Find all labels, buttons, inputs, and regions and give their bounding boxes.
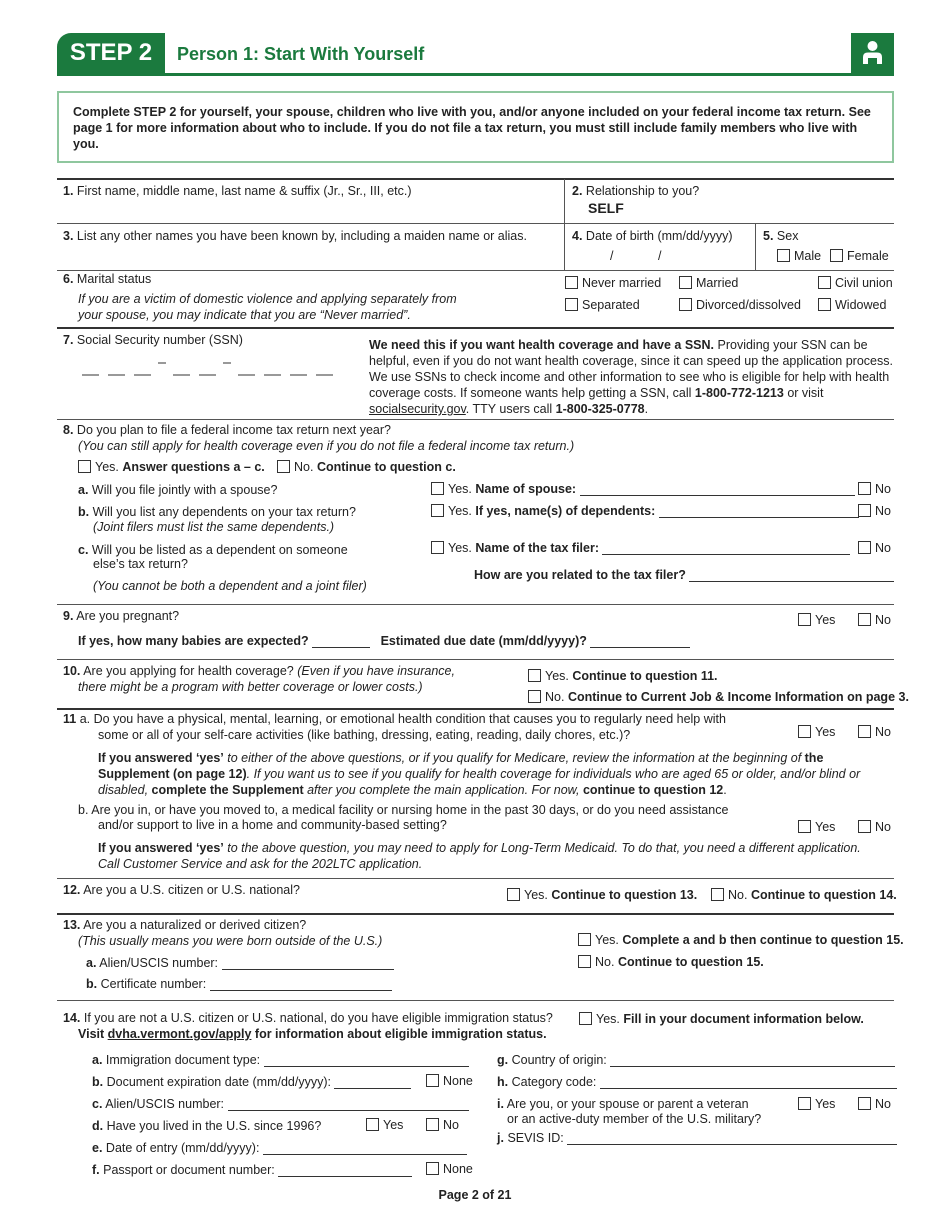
checkbox[interactable]: [507, 888, 520, 901]
q14f-none[interactable]: None: [426, 1162, 473, 1176]
q10-label-2: there might be a program with better coverage or lower costs.): [78, 680, 423, 694]
checkbox[interactable]: [818, 298, 831, 311]
checkbox[interactable]: [426, 1118, 439, 1131]
q11b-no[interactable]: No: [858, 820, 891, 834]
q8b-yes[interactable]: Yes. If yes, name(s) of dependents:: [431, 504, 859, 518]
passport-number-input[interactable]: [278, 1164, 412, 1177]
q14a-field: a. Immigration document type:: [92, 1053, 469, 1067]
due-date-input[interactable]: [590, 635, 690, 648]
q8-yes-option[interactable]: Yes. Answer questions a – c.: [78, 460, 265, 474]
checkbox[interactable]: [431, 504, 444, 517]
q14f-field: f. Passport or document number:: [92, 1163, 412, 1177]
q14i-yes[interactable]: Yes: [798, 1097, 835, 1111]
q9-label: 9. Are you pregnant?: [63, 609, 180, 623]
female-checkbox[interactable]: [830, 249, 843, 262]
checkbox[interactable]: [858, 541, 871, 554]
q5-label: 5. Sex: [763, 229, 799, 243]
marital-widowed[interactable]: Widowed: [818, 298, 886, 312]
checkbox[interactable]: [858, 725, 871, 738]
q9-no[interactable]: No: [858, 613, 891, 627]
q14i-no[interactable]: No: [858, 1097, 891, 1111]
checkbox[interactable]: [78, 460, 91, 473]
q13-no[interactable]: No. Continue to question 15.: [578, 955, 764, 969]
q11b-yes[interactable]: Yes: [798, 820, 835, 834]
q14e-field: e. Date of entry (mm/dd/yyyy):: [92, 1141, 467, 1155]
male-checkbox[interactable]: [777, 249, 790, 262]
checkbox[interactable]: [431, 541, 444, 554]
checkbox[interactable]: [711, 888, 724, 901]
spouse-name-input[interactable]: [580, 483, 855, 496]
q8c-no[interactable]: No: [858, 541, 891, 555]
relation-input[interactable]: [689, 569, 894, 582]
q11b-label-1: b. Are you in, or have you moved to, a medical facility or nursing home in the past 30 days, or do you need assistance: [78, 803, 729, 817]
q1-label: 1. First name, middle name, last name & suffix (Jr., Sr., III, etc.): [63, 184, 412, 198]
q2-value: SELF: [588, 200, 624, 216]
q11a-label-1: 11 a. Do you have a physical, mental, learning, or emotional health condition that causes you to regularly need help with: [63, 712, 726, 726]
category-code-input[interactable]: [600, 1076, 897, 1089]
tax-filer-input[interactable]: [602, 542, 850, 555]
checkbox[interactable]: [528, 690, 541, 703]
checkbox[interactable]: [679, 276, 692, 289]
q11a-label-2: some or all of your self-care activities (like bathing, dressing, eating, reading, daily chores, etc.)?: [98, 728, 631, 742]
q11a-no[interactable]: No: [858, 725, 891, 739]
q6-label: 6. Marital status: [63, 272, 152, 286]
dob-sep-1: /: [610, 249, 614, 263]
q7-label: 7. Social Security number (SSN): [63, 333, 243, 347]
q11b-label-2: and/or support to live in a home and community-based setting?: [98, 818, 447, 832]
marital-never-married[interactable]: Never married: [565, 276, 661, 290]
q8c-yes[interactable]: Yes. Name of the tax filer:: [431, 541, 850, 555]
q14b-field: b. Document expiration date (mm/dd/yyyy):: [92, 1075, 411, 1089]
page-title: Person 1: Start With Yourself: [177, 44, 425, 64]
q13b-field: b. Certificate number:: [86, 977, 392, 991]
dob-sep-2: /: [658, 249, 662, 263]
q13-note: (This usually means you were born outside of the U.S.): [78, 934, 383, 948]
document-type-input[interactable]: [264, 1054, 469, 1067]
q14-visit: Visit dvha.vermont.gov/apply for information about eligible immigration status.: [78, 1027, 547, 1041]
q11b-instructions: If you answered ‘yes’ to the above question, you may need to apply for Long-Term Medicaid. To do that, you need a different application. Call Customer Service and ask for the 202LTC application.: [98, 841, 861, 871]
q7-ssn-info: We need this if you want health coverage and have a SSN. Providing your SSN can be helpful, even if you do not want health coverage, since it can speed up the application process. We use SSNs to check income and other information to see who is eligible for help with health coverage costs. If someone wants help getting a SSN, call 1-800-772-1213 or visit socialsecurity.gov. TTY users call 1-800-325-0778.: [369, 338, 893, 416]
marital-married[interactable]: Married: [679, 276, 738, 290]
q12-no[interactable]: No. Continue to question 14.: [711, 888, 897, 902]
checkbox[interactable]: [277, 460, 290, 473]
q8-label: 8. Do you plan to file a federal income tax return next year?: [63, 423, 391, 437]
checkbox[interactable]: [366, 1118, 379, 1131]
dependents-input[interactable]: [659, 505, 859, 518]
checkbox[interactable]: [565, 276, 578, 289]
q8c-relation: How are you related to the tax filer?: [474, 568, 894, 582]
marital-civil-union[interactable]: Civil union: [818, 276, 893, 290]
q14-label: 14. If you are not a U.S. citizen or U.S. national, do you have eligible immigration status?: [63, 1011, 553, 1025]
q10-no[interactable]: No. Continue to Current Job & Income Information on page 3.: [528, 690, 909, 704]
q8b-label: b. Will you list any dependents on your tax return?: [78, 505, 356, 519]
q11a-yes[interactable]: Yes: [798, 725, 835, 739]
babies-input[interactable]: [312, 635, 370, 648]
q3-label: 3. List any other names you have been known by, including a maiden name or alias.: [63, 229, 527, 243]
q13-label: 13. Are you a naturalized or derived citizen?: [63, 918, 307, 932]
q14b-none[interactable]: None: [426, 1074, 473, 1088]
checkbox[interactable]: [798, 1097, 811, 1110]
q6-note-1: If you are a victim of domestic violence and applying separately from: [78, 292, 457, 306]
q13-yes[interactable]: Yes. Complete a and b then continue to question 15.: [578, 933, 904, 947]
q10-yes[interactable]: Yes. Continue to question 11.: [528, 669, 718, 683]
checkbox[interactable]: [818, 276, 831, 289]
q14d-label: d. Have you lived in the U.S. since 1996?: [92, 1119, 322, 1133]
checkbox[interactable]: [858, 1097, 871, 1110]
q14c-field: c. Alien/USCIS number:: [92, 1097, 469, 1111]
q2-label: 2. Relationship to you?: [572, 184, 700, 198]
q8b-no[interactable]: No: [858, 504, 891, 518]
checkbox[interactable]: [858, 613, 871, 626]
marital-separated[interactable]: Separated: [565, 298, 640, 312]
sevis-id-input[interactable]: [567, 1132, 897, 1145]
q14h-field: h. Category code:: [497, 1075, 897, 1089]
ssn-input[interactable]: [82, 358, 344, 378]
checkbox[interactable]: [798, 725, 811, 738]
page-number: Page 2 of 21: [438, 1188, 512, 1202]
uscis-number-input[interactable]: [228, 1098, 469, 1111]
q14j-field: j. SEVIS ID:: [497, 1131, 897, 1145]
checkbox[interactable]: [858, 482, 871, 495]
checkbox[interactable]: [431, 482, 444, 495]
checkbox[interactable]: [426, 1074, 439, 1087]
entry-date-input[interactable]: [263, 1142, 467, 1155]
q8c-label-1: c. Will you be listed as a dependent on someone: [78, 543, 348, 557]
q11a-instructions: If you answered ‘yes’ to either of the above questions, or if you qualify for Medicare, review the information at the beginning of the Supplement (on page 12). If you want us to see if you qualify for health coverage for individuals who are aged 65 or older, and/or blind or disabled, complete the Supplement after you complete the main application. For now, continue to question 12.: [98, 751, 861, 797]
checkbox[interactable]: [426, 1162, 439, 1175]
q6-note-2: your spouse, you may indicate that you are “Never married”.: [78, 308, 411, 322]
q14d-no[interactable]: No: [426, 1118, 459, 1132]
q14i-label-1: i. Are you, or your spouse or parent a veteran: [497, 1097, 749, 1111]
q9-details: If yes, how many babies are expected? Estimated due date (mm/dd/yyyy)?: [78, 634, 690, 648]
ssa-link[interactable]: socialsecurity.gov: [369, 402, 466, 416]
checkbox[interactable]: [798, 820, 811, 833]
sex-male-option[interactable]: Male: [777, 249, 821, 263]
q12-yes[interactable]: Yes. Continue to question 13.: [507, 888, 697, 902]
checkbox[interactable]: [858, 820, 871, 833]
sex-female-option[interactable]: Female: [830, 249, 889, 263]
marital-divorced[interactable]: Divorced/dissolved: [679, 298, 801, 312]
step-label: STEP 2: [57, 33, 165, 73]
checkbox[interactable]: [858, 504, 871, 517]
q14d-yes[interactable]: Yes: [366, 1118, 403, 1132]
person-icon: [851, 33, 894, 73]
certificate-number-input[interactable]: [210, 978, 392, 991]
checkbox[interactable]: [579, 1012, 592, 1025]
q8a-no[interactable]: No: [858, 482, 891, 496]
q8a-label: a. Will you file jointly with a spouse?: [78, 483, 278, 497]
alien-number-input[interactable]: [222, 957, 394, 970]
q12-label: 12. Are you a U.S. citizen or U.S. national?: [63, 883, 300, 897]
q14i-label-2: or an active-duty member of the U.S. military?: [507, 1112, 762, 1126]
country-input[interactable]: [610, 1054, 895, 1067]
checkbox[interactable]: [578, 955, 591, 968]
q14-yes[interactable]: Yes. Fill in your document information below.: [579, 1012, 864, 1026]
q13a-field: a. Alien/USCIS number:: [86, 956, 394, 970]
q14g-field: g. Country of origin:: [497, 1053, 895, 1067]
expiration-date-input[interactable]: [334, 1076, 411, 1089]
q8-note: (You can still apply for health coverage even if you do not file a federal income tax return.): [78, 439, 575, 453]
q10-label: 10. Are you applying for health coverage? (Even if you have insurance,: [63, 664, 455, 678]
q4-label: 4. Date of birth (mm/dd/yyyy): [572, 229, 733, 243]
q8b-note: (Joint filers must list the same dependents.): [93, 520, 335, 534]
dvha-link[interactable]: dvha.vermont.gov/apply: [107, 1027, 252, 1041]
intro-instructions: Complete STEP 2 for yourself, your spouse, children who live with you, and/or anyone included on your federal income tax return. See page 1 for more information about who to include. If you do not file a tax return, you must still include family members who live with you.: [57, 91, 894, 163]
checkbox[interactable]: [565, 298, 578, 311]
checkbox[interactable]: [578, 933, 591, 946]
q8c-label-2: else’s tax return?: [93, 557, 188, 571]
q8a-yes[interactable]: Yes. Name of spouse:: [431, 482, 855, 496]
q9-yes[interactable]: Yes: [798, 613, 835, 627]
checkbox[interactable]: [679, 298, 692, 311]
q8-no-option[interactable]: No. Continue to question c.: [277, 460, 456, 474]
q8c-note: (You cannot be both a dependent and a joint filer): [93, 579, 367, 593]
checkbox[interactable]: [798, 613, 811, 626]
checkbox[interactable]: [528, 669, 541, 682]
